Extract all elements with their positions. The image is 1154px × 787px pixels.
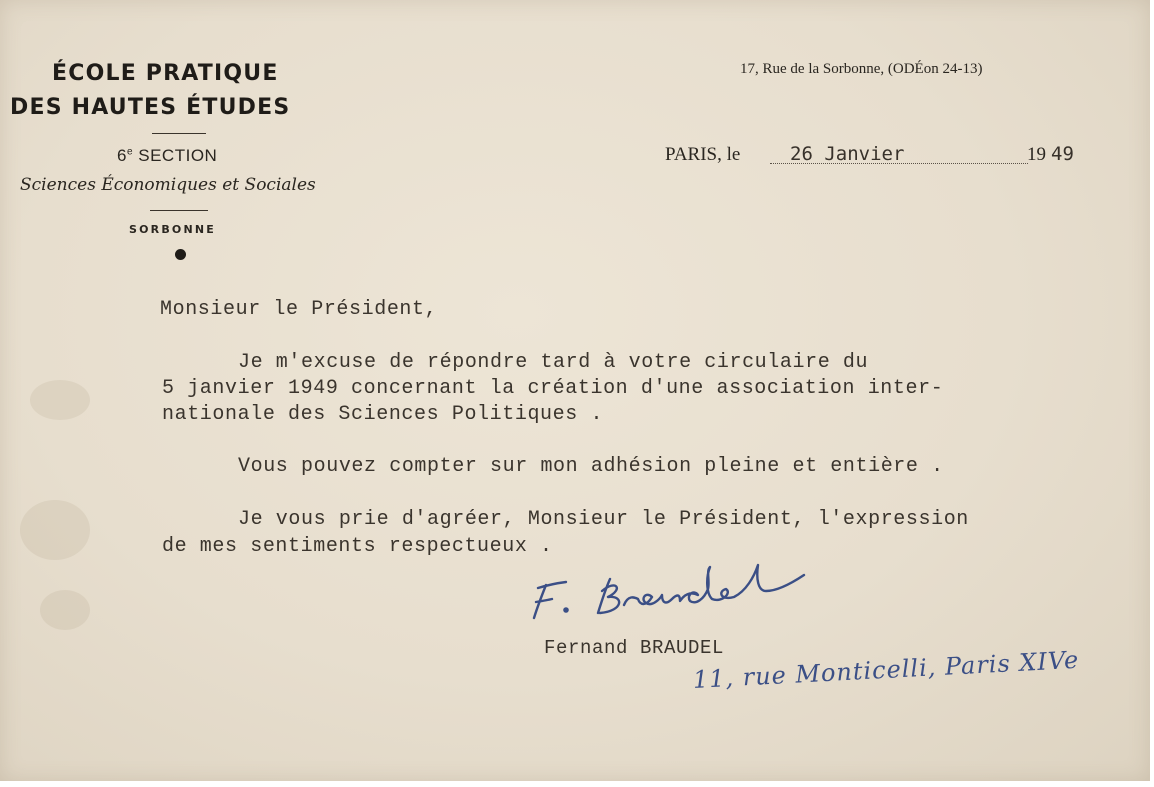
- institution-name-line1: ÉCOLE PRATIQUE: [52, 61, 279, 86]
- paragraph2: Vous pouvez compter sur mon adhésion pleine et entière .: [238, 455, 944, 478]
- date-century: 19: [1027, 144, 1046, 165]
- institution-name-line2: DES HAUTES ÉTUDES: [10, 95, 291, 120]
- date-line: [665, 143, 1105, 169]
- date-day-month: 26 Janvier: [790, 143, 905, 165]
- salutation: Monsieur le Président,: [160, 298, 438, 321]
- date-prefix: PARIS, le: [665, 144, 741, 165]
- paragraph1-line3: nationale des Sciences Politiques .: [162, 403, 604, 426]
- paragraph1-line1: Je m'excuse de répondre tard à votre circulaire du: [238, 351, 869, 374]
- paper-stain: [40, 590, 90, 630]
- paper-stain: [20, 500, 90, 560]
- divider: [152, 133, 206, 134]
- handwritten-address: 11, rue Monticelli, Paris XIVe: [692, 645, 1080, 694]
- typed-signatory-name: Fernand BRAUDEL: [544, 637, 725, 659]
- section-subtitle: Sciences Économiques et Sociales: [20, 175, 316, 195]
- paragraph1-line2: 5 janvier 1949 concernant la création d'une association inter-: [162, 377, 944, 400]
- divider: [150, 210, 208, 211]
- paragraph3-line2: de mes sentiments respectueux .: [162, 535, 553, 558]
- section-label: 6e SECTION: [117, 146, 218, 165]
- letterhead-address: 17, Rue de la Sorbonne, (ODÉon 24-13): [740, 61, 983, 77]
- paper-stain: [30, 380, 90, 420]
- page-margin: [0, 781, 1150, 787]
- date-year: 49: [1051, 143, 1074, 165]
- bullet-dot: [175, 249, 186, 260]
- handwritten-signature: [520, 555, 820, 635]
- location-label: SORBONNE: [129, 223, 217, 236]
- paragraph3-line1: Je vous prie d'agréer, Monsieur le Président, l'expression: [238, 508, 969, 531]
